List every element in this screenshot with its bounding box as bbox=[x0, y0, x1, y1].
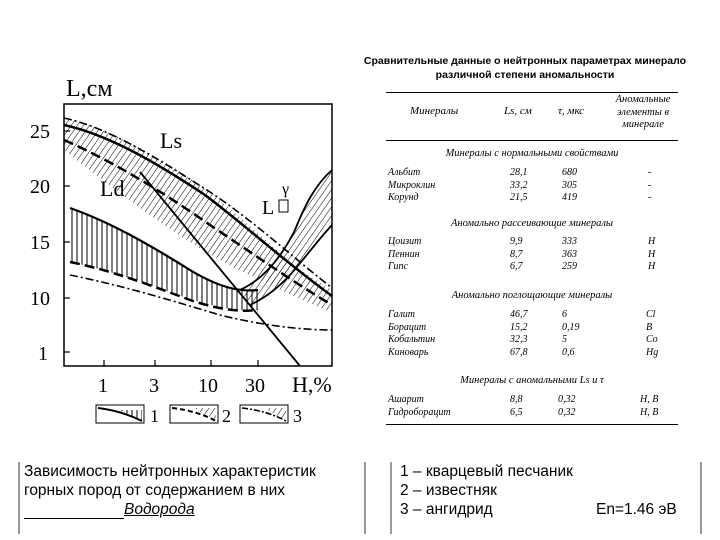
mineral-ls: 32,3 bbox=[510, 334, 528, 345]
legend bbox=[96, 405, 302, 426]
table-title-line2: различной степени аномальности bbox=[435, 69, 615, 81]
ls-label: Ls bbox=[160, 128, 182, 153]
legend-key: 2 bbox=[222, 406, 231, 426]
y-tick: 15 bbox=[30, 232, 50, 254]
gamma-label: γ bbox=[282, 181, 290, 198]
mineral-tau: 305 bbox=[562, 179, 577, 191]
caption-right bbox=[390, 462, 702, 534]
mineral-ls: 46,7 bbox=[510, 309, 528, 320]
header-anom-2: элементы в bbox=[616, 106, 670, 118]
header-tau: τ, мкс bbox=[558, 105, 585, 117]
mineral-ls: 6,7 bbox=[510, 261, 523, 272]
header-anom-1: Аномальные bbox=[615, 94, 671, 105]
caption-left-line1: Зависимость нейтронных характеристик bbox=[24, 463, 316, 480]
mineral-tau: 363 bbox=[562, 248, 577, 260]
mineral-ls: 15,2 bbox=[510, 321, 528, 333]
energy-label: En=1.46 эВ bbox=[596, 501, 677, 518]
mineral-name: Киноварь bbox=[388, 346, 429, 358]
mineral-el: H, B bbox=[640, 406, 659, 418]
mineral-ls: 28,1 bbox=[510, 167, 528, 178]
mineral-name: Гипс bbox=[388, 261, 408, 272]
mineral-tau: 0,19 bbox=[562, 321, 580, 333]
l-subscript-box bbox=[279, 200, 288, 212]
legend-key: 3 bbox=[293, 406, 302, 426]
y-tick: 20 bbox=[30, 176, 50, 198]
mineral-tau: 333 bbox=[562, 236, 577, 247]
mineral-ls: 9,9 bbox=[510, 236, 523, 247]
header-anom-3: минерале bbox=[622, 119, 664, 130]
mineral-name: Цоизит bbox=[388, 236, 422, 247]
mineral-name: Альбит bbox=[388, 167, 421, 178]
x-tick: 30 bbox=[245, 375, 265, 397]
y-tick: 1 bbox=[38, 343, 48, 365]
mineral-name: Борацит bbox=[388, 321, 427, 333]
caption-right-line2: 2 – известняк bbox=[400, 482, 497, 499]
mineral-name: Пеннин bbox=[388, 248, 420, 260]
mineral-el: - bbox=[648, 192, 652, 203]
neutron-chart bbox=[0, 60, 340, 440]
mineral-el: H bbox=[648, 248, 656, 260]
mineral-el: H, B bbox=[640, 394, 659, 405]
mineral-ls: 8,8 bbox=[510, 394, 523, 405]
mineral-name: Гидроборацит bbox=[388, 406, 451, 418]
mineral-ls: 67,8 bbox=[510, 346, 528, 358]
mineral-el: Cl bbox=[646, 309, 656, 320]
mineral-tau: 6 bbox=[562, 309, 567, 320]
mineral-el: Co bbox=[646, 334, 658, 345]
mineral-el: B bbox=[646, 321, 653, 333]
caption-right-line3: 3 – ангидрид bbox=[400, 501, 493, 518]
legend-key: 1 bbox=[150, 406, 159, 426]
section-title: Аномально поглощающие минералы bbox=[451, 290, 613, 301]
mineral-name: Ашарит bbox=[388, 394, 424, 405]
caption-right-line1: 1 – кварцевый песчаник bbox=[400, 463, 573, 480]
mineral-tau: 0,32 bbox=[558, 406, 576, 418]
mineral-el: Hg bbox=[646, 346, 659, 358]
mineral-ls: 8,7 bbox=[510, 248, 523, 260]
l-label: L bbox=[262, 197, 275, 219]
mineral-name: Корунд bbox=[388, 192, 419, 203]
mineral-ls: 21,5 bbox=[510, 192, 528, 203]
mineral-tau: 259 bbox=[562, 261, 577, 272]
mineral-name: Кобальтин bbox=[388, 334, 436, 345]
y-tick: 10 bbox=[30, 288, 50, 310]
x-axis-label: H,% bbox=[292, 372, 332, 397]
y-tick: 25 bbox=[30, 121, 50, 143]
mineral-ls: 33,2 bbox=[510, 179, 528, 191]
section-title: Минералы с нормальными свойствами bbox=[445, 148, 619, 159]
x-tick: 3 bbox=[149, 375, 159, 397]
x-tick: 1 bbox=[98, 375, 108, 397]
ld-label: Ld bbox=[100, 176, 125, 201]
x-tick: 10 bbox=[198, 375, 218, 397]
caption-left-line2: горных пород от содержанием в них bbox=[24, 482, 286, 499]
mineral-name: Галит bbox=[388, 309, 416, 320]
y-axis-label: L,см bbox=[66, 76, 113, 102]
caption-left bbox=[18, 462, 366, 534]
mineral-tau: 0,6 bbox=[562, 346, 575, 358]
mineral-name: Микроклин bbox=[388, 179, 436, 191]
table-title-line1: Сравнительные данные о нейтронных параметрах минерало bbox=[363, 55, 687, 67]
mineral-tau: 0,32 bbox=[558, 394, 576, 405]
section-title: Аномально рассеивающие минералы bbox=[450, 218, 614, 229]
header-minerals: Минералы bbox=[410, 105, 459, 117]
section-title: Минералы с аномальными Ls и τ bbox=[460, 375, 604, 386]
mineral-ls: 6,5 bbox=[510, 406, 523, 418]
mineral-el: H bbox=[648, 261, 656, 272]
mineral-el: - bbox=[648, 179, 652, 191]
table-title bbox=[330, 54, 720, 82]
mineral-tau: 419 bbox=[562, 192, 577, 203]
mineral-tau: 680 bbox=[562, 167, 577, 178]
mineral-el: H bbox=[648, 236, 656, 247]
caption-left-line3: Водорода bbox=[124, 501, 195, 518]
mineral-el: - bbox=[648, 167, 652, 178]
header-ls: Ls, см bbox=[504, 105, 532, 117]
mineral-tau: 5 bbox=[562, 334, 567, 345]
